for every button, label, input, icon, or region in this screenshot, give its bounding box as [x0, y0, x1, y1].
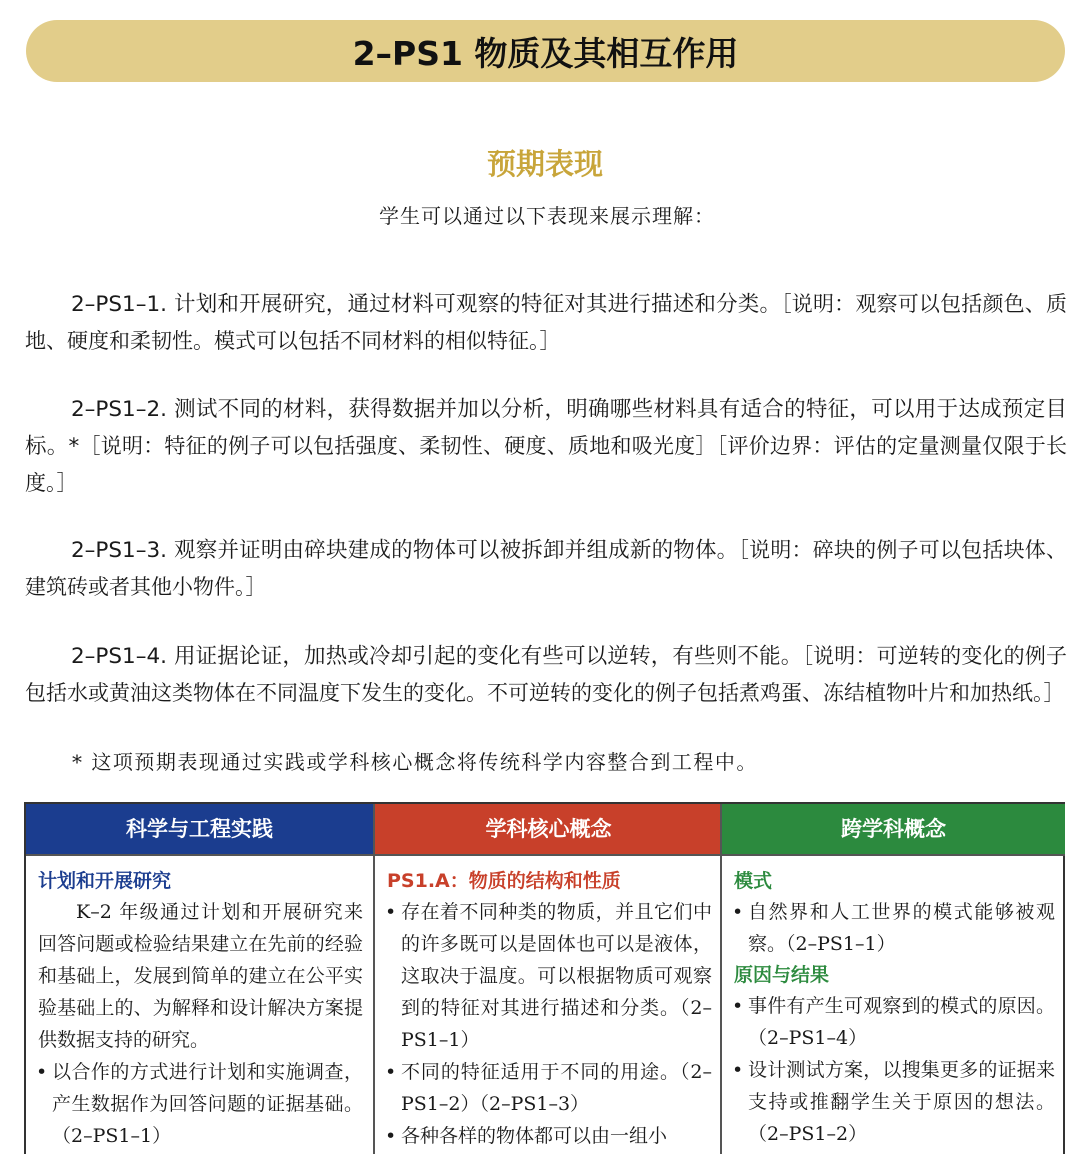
page-title: 2–PS1 物质及其相互作用	[352, 33, 739, 73]
pe-statement: 用证据论证，加热或冷却引起的变化有些可以逆转，有些则不能。	[174, 644, 803, 669]
bullet-icon: •	[385, 901, 397, 923]
list-item-text: 设计测试方案，以搜集更多的证据来支持或推翻学生关于原因的想法。（2–PS1–2）	[748, 1059, 1055, 1145]
practices-header: 科学与工程实践	[26, 804, 373, 856]
bullet-icon: •	[732, 995, 744, 1017]
list-item	[734, 1054, 1055, 1150]
pe-code: 2–PS1–2.	[71, 397, 167, 422]
pe-code: 2–PS1–1.	[71, 292, 167, 317]
bullet-icon: •	[732, 901, 744, 923]
crosscutting-column	[720, 804, 1065, 1154]
list-item	[734, 990, 1055, 1054]
pe-note: ［说明：观察可以包括颜色、质地、硬度和柔韧性。模式可以包括不同材料的相似特征。］	[25, 292, 1067, 353]
list-item-text: 存在着不同种类的物质，并且它们中的许多既可以是固体也可以是液体，这取决于温度。可以根据物质可观察到的特征对其进行描述和分类。（2–PS1–1）	[401, 901, 712, 1051]
foundation-table	[24, 802, 1065, 1154]
pe-statement: 观察并证明由碎块建成的物体可以被拆卸并组成新的物体。	[174, 538, 739, 563]
footnote: * 这项预期表现通过实践或学科核心概念将传统科学内容整合到工程中。	[72, 750, 758, 774]
list-item-text: 自然界和人工世界的模式能够被观察。（2–PS1–1）	[748, 901, 1055, 955]
pe-statement: 测试不同的材料，获得数据并加以分析，明确哪些材料具有适合的特征，可以用于达成预定目标。*	[25, 397, 1067, 459]
list-item	[38, 1056, 363, 1152]
crosscutting-header: 跨学科概念	[722, 804, 1065, 856]
performance-expectation	[25, 532, 1067, 606]
bullet-icon: •	[385, 1061, 397, 1083]
crosscutting-subheading-cause-effect: 原因与结果	[734, 964, 830, 986]
pe-statement: 计划和开展研究，通过材料可观察的特征对其进行描述和分类。	[174, 292, 782, 317]
pe-note: ［说明：特征的例子可以包括强度、柔韧性、硬度、质地和吸光度］［评价边界：评估的定量测量仅限于长度。］	[25, 434, 1067, 495]
performance-expectation	[25, 392, 1067, 502]
practices-column	[26, 804, 373, 1154]
crosscutting-subheading-patterns: 模式	[734, 870, 773, 892]
pe-note: ［说明：碎块的例子可以包括块体、建筑砖或者其他小物件。］	[25, 538, 1067, 599]
bullet-icon: •	[36, 1061, 48, 1083]
list-item-text: 不同的特征适用于不同的用途。（2–PS1–2）（2–PS1–3）	[401, 1061, 712, 1115]
list-item-text: 事件有产生可观察到的模式的原因。（2–PS1–4）	[748, 995, 1055, 1049]
list-item	[734, 896, 1055, 960]
section-intro: 学生可以通过以下表现来展示理解：	[379, 204, 715, 228]
pe-code: 2–PS1–4.	[71, 644, 167, 669]
core-ideas-subheading: PS1.A：物质的结构和性质	[387, 870, 621, 892]
practices-paragraph: K–2 年级通过计划和开展研究来回答问题或检验结果建立在先前的经验和基础上，发展到简单的建立在公平实验基础上的、为解释和设计解决方案提供数据支持的研究。	[38, 901, 363, 1051]
bullet-icon: •	[385, 1125, 397, 1147]
list-item-text: 以合作的方式进行计划和实施调查，产生数据作为回答问题的证据基础。（2–PS1–1）	[52, 1061, 363, 1147]
list-item	[387, 1120, 712, 1152]
bullet-icon: •	[732, 1059, 744, 1081]
section-title: 预期表现	[486, 147, 603, 181]
practices-subheading: 计划和开展研究	[38, 870, 172, 892]
performance-expectation	[25, 638, 1067, 712]
list-item	[387, 1056, 712, 1120]
core-ideas-header: 学科核心概念	[375, 804, 722, 856]
pe-code: 2–PS1–3.	[71, 538, 167, 563]
pe-note: ［说明：可逆转的变化的例子包括水或黄油这类物体在不同温度下发生的变化。不可逆转的变化的例子包括煮鸡蛋、冻结植物叶片和加热纸。］	[25, 644, 1067, 705]
core-ideas-column	[373, 804, 722, 1154]
list-item-text: 各种各样的物体都可以由一组小	[401, 1125, 668, 1147]
title-banner	[26, 20, 1065, 82]
list-item	[387, 896, 712, 1056]
performance-expectation	[25, 286, 1067, 360]
